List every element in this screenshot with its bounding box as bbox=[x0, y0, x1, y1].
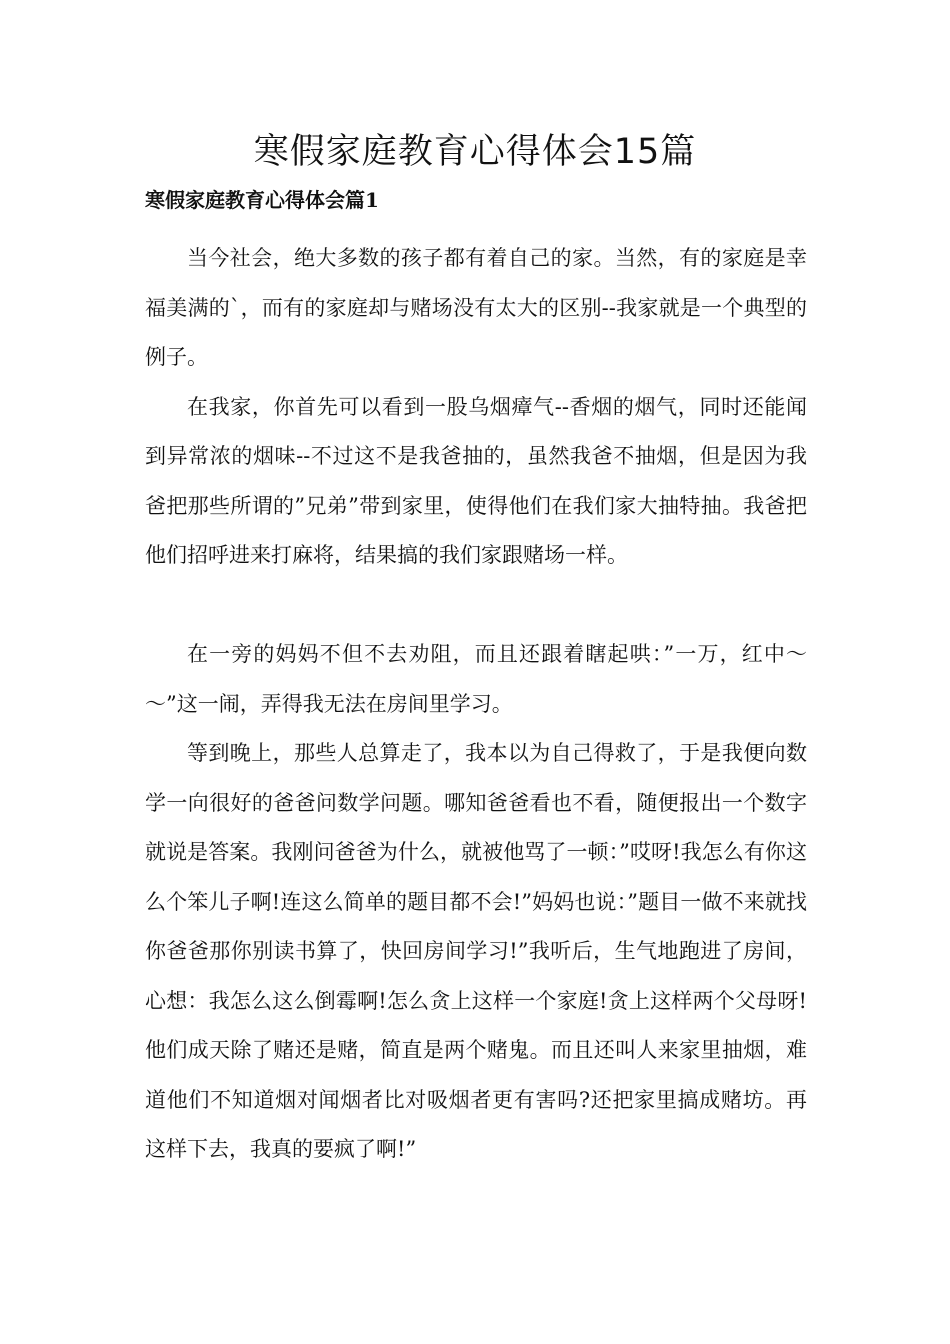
document-title: 寒假家庭教育心得体会15篇 bbox=[253, 132, 697, 172]
section-heading: 寒假家庭教育心得体会篇1 bbox=[145, 188, 379, 212]
paragraph-2: 在我家，你首先可以看到一股乌烟瘴气--香烟的烟气，同时还能闻到异常浓的烟味--不过这不是我爸抽的，虽然我爸不抽烟，但是因为我爸把那些所谓的”兄弟”带到家里，使得他们在我们家大抽特抽。我爸把他们招呼进来打麻将，结果搞的我们家跟赌场一样。 bbox=[145, 394, 807, 567]
document-body bbox=[145, 234, 807, 1175]
paragraph-1: 当今社会，绝大多数的孩子都有着自己的家。当然，有的家庭是幸福美满的`，而有的家庭却与赌场没有太大的区别--我家就是一个典型的例子。 bbox=[145, 246, 807, 369]
paragraph-4: 等到晚上，那些人总算走了，我本以为自己得救了，于是我便向数学一向很好的爸爸问数学问题。哪知爸爸看也不看，随便报出一个数字就说是答案。我刚问爸爸为什么，就被他骂了一顿：”哎呀!我怎么有你这么个笨儿子啊!连这么简单的题目都不会!”妈妈也说：”题目一做不来就找你爸爸那你别读书算了，快回房间学习!”我听后，生气地跑进了房间，心想：我怎么这么倒霉啊!怎么贪上这样一个家庭!贪上这样两个父母呀!他们成天除了赌还是赌，简直是两个赌鬼。而且还叫人来家里抽烟，难道他们不知道烟对闻烟者比对吸烟者更有害吗?还把家里搞成赌坊。再这样下去，我真的要疯了啊!” bbox=[145, 741, 807, 1161]
paragraph-3: 在一旁的妈妈不但不去劝阻，而且还跟着瞎起哄：”一万，红中～～”这一闹，弄得我无法在房间里学习。 bbox=[145, 642, 807, 716]
